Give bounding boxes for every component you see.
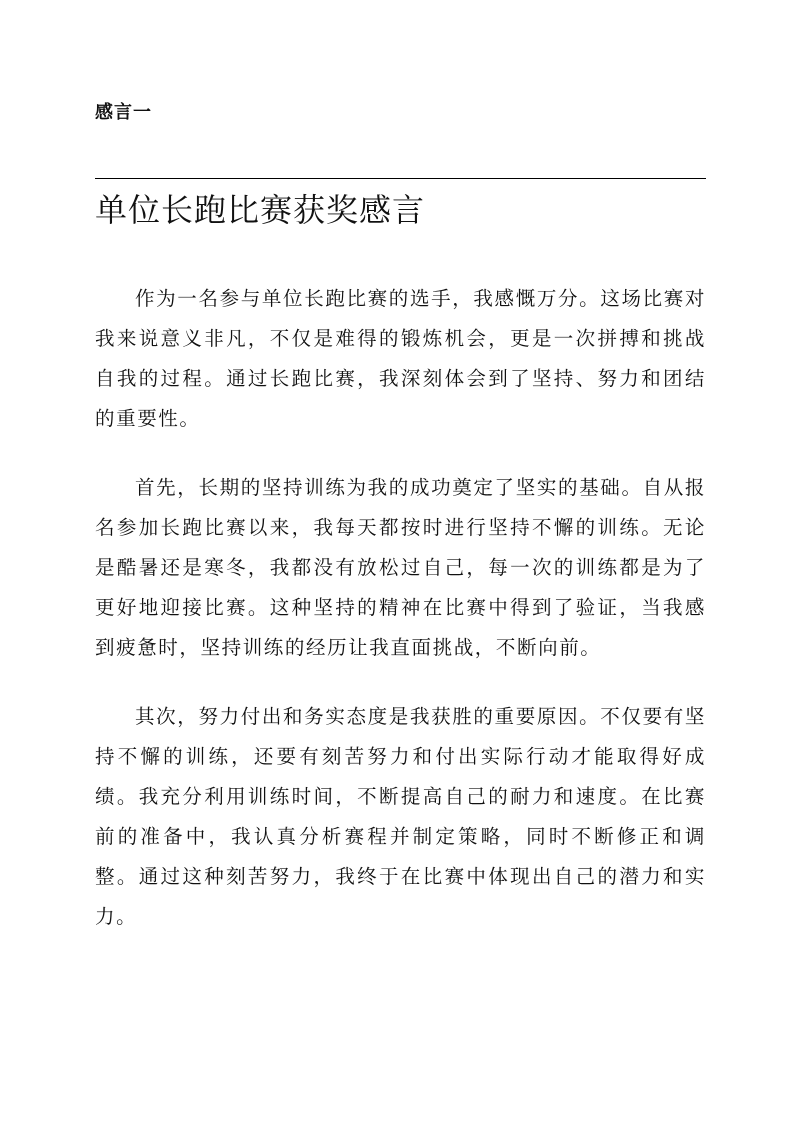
document-body [95,279,706,966]
paragraph-3: 其次，努力付出和务实态度是我获胜的重要原因。不仅要有坚持不懈的训练，还要有刻苦努力和付出实际行动才能取得好成绩。我充分利用训练时间，不断提高自己的耐力和速度。在比赛前的准备中，我认真分析赛程并制定策略，同时不断修正和调整。通过这种刻苦努力，我终于在比赛中体现出自己的潜力和实力。 [95,705,706,928]
document-title: 单位长跑比赛获奖感言 [95,191,426,229]
paragraph-2: 首先，长期的坚持训练为我的成功奠定了坚实的基础。自从报名参加长跑比赛以来，我每天都按时进行坚持不懈的训练。无论是酷暑还是寒冬，我都没有放松过自己，每一次的训练都是为了更好地迎接比赛。这种坚持的精神在比赛中得到了验证，当我感到疲惫时，坚持训练的经历让我直面挑战，不断向前。 [95,476,706,659]
paragraph-1: 作为一名参与单位长跑比赛的选手，我感慨万分。这场比赛对我来说意义非凡，不仅是难得的锻炼机会，更是一次拼搏和挑战自我的过程。通过长跑比赛，我深刻体会到了坚持、努力和团结的重要性。 [95,287,706,430]
header-divider [95,178,706,179]
document-header-label: 感言一 [95,102,152,123]
